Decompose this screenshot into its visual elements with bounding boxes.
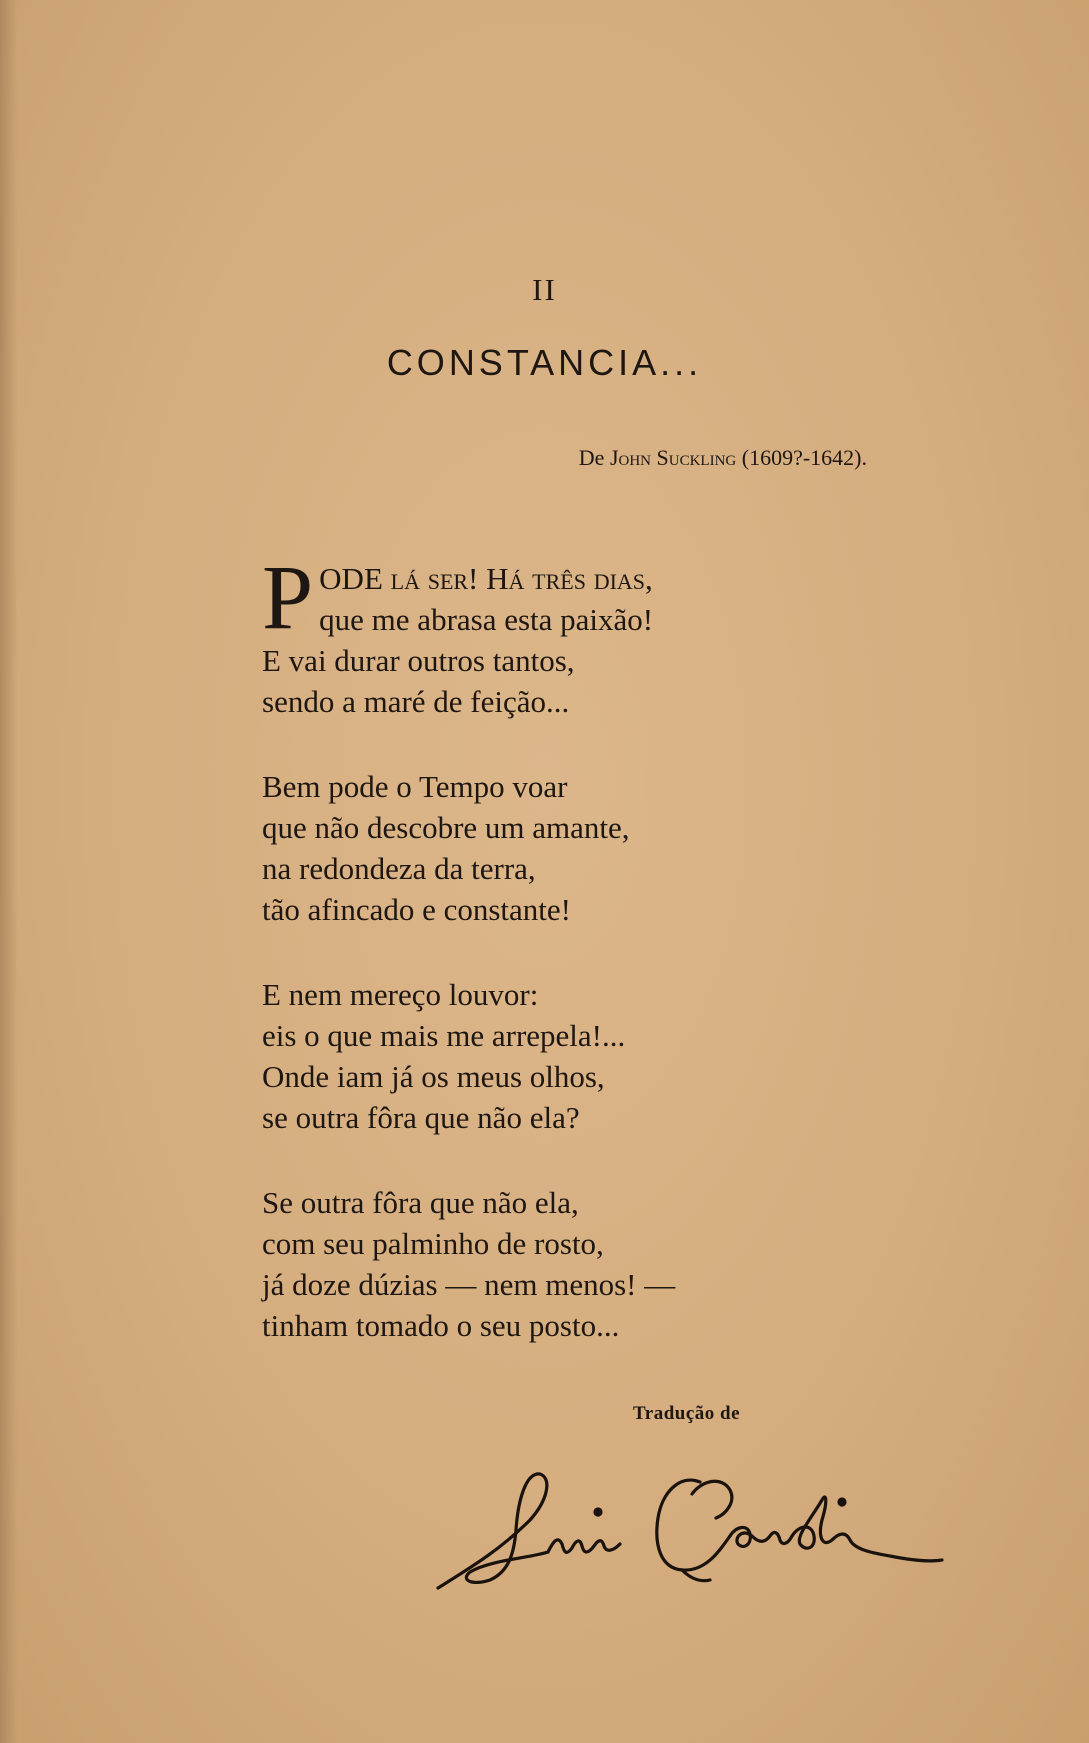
section-numeral: II — [532, 272, 557, 307]
poem-line: com seu palminho de rosto, — [262, 1226, 604, 1261]
poem-line: E vai durar outros tantos, — [262, 643, 575, 678]
poem-line: E nem mereço louvor: — [262, 977, 539, 1012]
attribution-author: John Suckling — [609, 445, 737, 470]
poem-line: Bem pode o Tempo voar — [262, 769, 568, 804]
attribution-prefix: De — [578, 445, 605, 470]
signature — [430, 1440, 950, 1600]
attribution — [579, 445, 867, 471]
drop-cap: P — [262, 546, 314, 648]
stanza-3 — [262, 974, 822, 1138]
poem-title: CONSTANCIA... — [386, 342, 703, 383]
poem-line: se outra fôra que não ela? — [262, 1100, 580, 1135]
poem-body — [262, 546, 822, 1390]
poem-line: já doze dúzias — nem menos! — — [262, 1267, 676, 1302]
stanza-2 — [262, 766, 822, 930]
poem-line: que me abrasa esta paixão! — [319, 602, 654, 637]
poem-line: que não descobre um amante, — [262, 810, 630, 845]
stanza-4 — [262, 1182, 822, 1346]
poem-line: Onde iam já os meus olhos, — [262, 1059, 605, 1094]
poem-line: tinham tomado o seu posto... — [262, 1308, 620, 1343]
page-edge-shadow — [0, 0, 18, 1743]
poem-line: sendo a maré de feição... — [262, 684, 570, 719]
translation-label: Tradução de — [633, 1403, 741, 1424]
poem-line: Se outra fôra que não ela, — [262, 1185, 579, 1220]
poem-line: na redondeza da terra, — [262, 851, 536, 886]
poem-line: eis o que mais me arrepela!... — [262, 1018, 626, 1053]
poem-line: tão afincado e constante! — [262, 892, 571, 927]
stanza-1 — [262, 546, 822, 722]
poem-line: ODE lá ser! Há três dias, — [319, 561, 653, 596]
attribution-dates: (1609?-1642). — [741, 445, 867, 470]
